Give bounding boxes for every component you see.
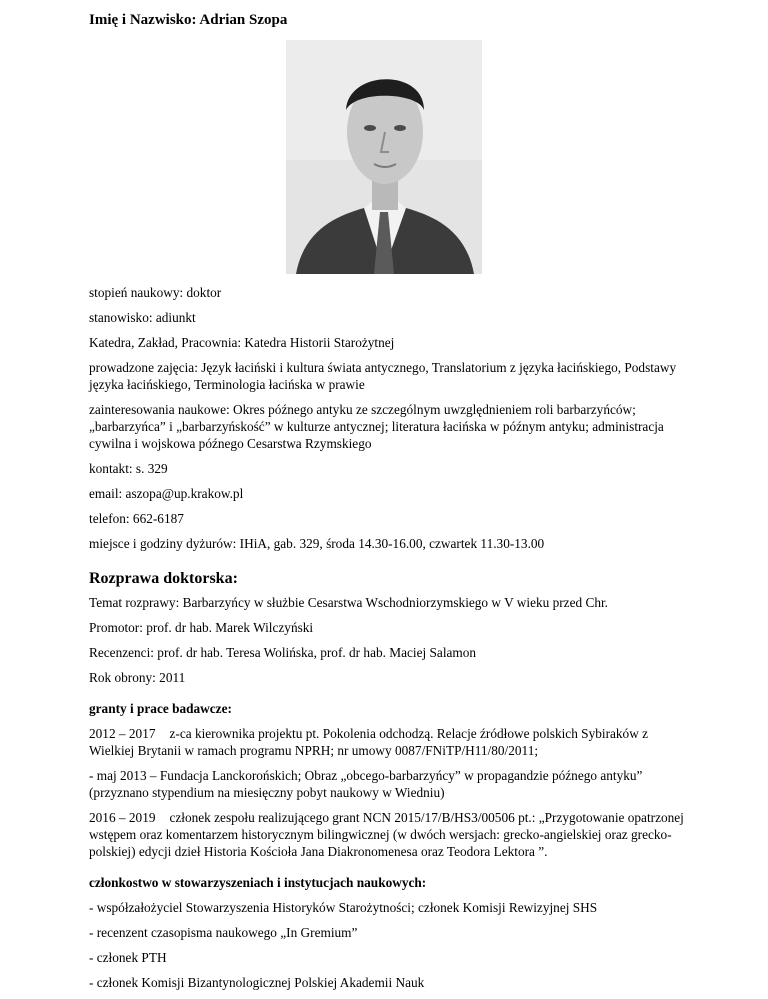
grant-item [89,725,689,759]
membership-item: - członek PTH [89,950,167,965]
department-line: Katedra, Zakład, Pracownia: Katedra Historii Starożytnej [89,335,395,350]
person-portrait-icon [286,40,482,274]
membership-item: - członek Komisji Bizantynologicznej Polskiej Akademii Nauk [89,975,425,990]
dissertation-topic: Temat rozprawy: Barbarzyńcy w służbie Cesarstwa Wschodniorzymskiego w V wieku przed Chr. [89,595,608,610]
dissertation-year: Rok obrony: 2011 [89,670,186,685]
email-line: email: aszopa@up.krakow.pl [89,486,244,501]
grant-text: członek zespołu realizującego grant NCN 2015/17/B/HS3/00506 pt.: „Przygotowanie opatrzonej wstępem oraz komentarzem historycznym bilingwicznej (w dwóch wersjach: grecko-angielskiej oraz grecko-polskiej) edycji dzieł Historia Kościoła Jana Diakronomenesa oraz Teodora Lektora ”. [89,810,684,859]
grant-text: - maj 2013 – Fundacja Lanckorońskich; Obraz „obcego-barbarzyńcy” w propagandzie późnego antyku” (przyznano stypendium na miesięczny pobyt naukowy w Wiedniu) [89,768,643,800]
contact-line: kontakt: s. 329 [89,461,168,476]
grant-item [89,809,689,860]
dissertation-reviewers: Recenzenci: prof. dr hab. Teresa Wolińska, prof. dr hab. Maciej Salamon [89,645,477,660]
position-line: stanowisko: adiunkt [89,310,196,325]
dissertation-heading: Rozprawa doktorska: [89,570,238,587]
profile-text [89,284,689,999]
grant-item [89,767,689,801]
membership-item: - współzałożyciel Stowarzyszenia Historyków Starożytności; członek Komisji Rewizyjnej SHS [89,900,598,915]
classes-line: prowadzone zajęcia: Język łaciński i kultura świata antycznego, Translatorium z języka łacińskiego, Podstawy języka łacińskiego, Terminologia łacińska w prawie [89,360,677,392]
degree-line: stopień naukowy: doktor [89,285,222,300]
memberships-heading: członkostwo w stowarzyszeniach i instytucjach naukowych: [89,875,427,890]
phone-line: telefon: 662-6187 [89,511,184,526]
hours-line: miejsce i godziny dyżurów: IHiA, gab. 329, środa 14.30-16.00, czwartek 11.30-13.00 [89,536,545,551]
grant-years: 2012 – 2017 [89,726,156,741]
membership-item: - recenzent czasopisma naukowego „In Gremium” [89,925,358,940]
grants-heading: granty i prace badawcze: [89,701,232,716]
name-heading: Imię i Nazwisko: Adrian Szopa [89,12,288,28]
interests-line: zainteresowania naukowe: Okres późnego antyku ze szczególnym uwzględnieniem roli barbarzyńców; „barbarzyńca” i „barbarzyńskość” w kulturze antycznej; literatura łacińska w późnym antyku; administracja cywilna i wojskowa późnego Cesarstwa Rzymskiego [89,402,664,451]
dissertation-promoter: Promotor: prof. dr hab. Marek Wilczyński [89,620,314,635]
grant-years: 2016 – 2019 [89,810,156,825]
grant-text: z-ca kierownika projektu pt. Pokolenia odchodzą. Relacje źródłowe polskich Sybiraków z Wielkiej Brytanii w ramach programu NPRH; nr umowy 0087/FNiTP/H11/80/2011; [89,726,649,758]
